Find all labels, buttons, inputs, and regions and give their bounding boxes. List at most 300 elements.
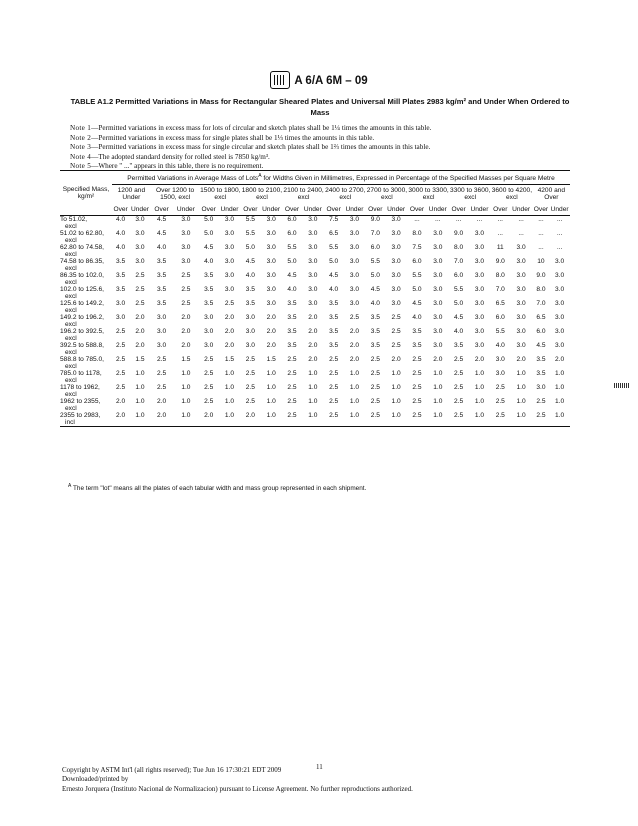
value-cell: 3.5 <box>156 300 167 308</box>
value-cell: 1.0 <box>349 412 360 420</box>
value-cell: 2.5 <box>370 384 380 392</box>
value-cell: 5.0 <box>329 258 339 266</box>
value-cell: 3.0 <box>516 328 526 336</box>
value-cell: 1.0 <box>349 370 360 378</box>
value-cell: 2.0 <box>349 356 360 364</box>
value-cell: 2.0 <box>266 342 276 350</box>
value-cell: 1.0 <box>135 370 145 378</box>
value-cell: 9.0 <box>370 216 380 224</box>
value-cell: 2.5 <box>116 356 126 364</box>
value-cell: 1.0 <box>266 370 276 378</box>
value-cell: 2.5 <box>454 412 464 420</box>
page-number: 11 <box>316 763 323 771</box>
value-cell: ... <box>414 216 420 224</box>
value-cell: 2.0 <box>433 356 443 364</box>
value-cell: 3.0 <box>433 314 443 322</box>
value-cell: 3.0 <box>135 230 145 238</box>
value-cell: 2.0 <box>135 342 145 350</box>
value-cell: 3.0 <box>156 314 167 322</box>
value-cell: 3.5 <box>156 272 167 280</box>
value-cell: 2.0 <box>555 356 565 364</box>
value-cell: 4.5 <box>329 272 339 280</box>
value-cell: 6.0 <box>495 314 505 322</box>
table-row <box>60 258 570 272</box>
value-cell: 3.0 <box>224 258 235 266</box>
value-cell: 2.0 <box>308 356 318 364</box>
table-row <box>60 216 570 231</box>
width-range-header: 1200 and Under <box>117 187 146 202</box>
mass-range-cell: 1962 to 2355, excl <box>60 398 101 413</box>
value-cell: 2.0 <box>266 314 276 322</box>
value-cell: ... <box>497 216 504 224</box>
value-cell: 3.0 <box>135 244 145 252</box>
mass-range-cell: 392.5 to 588.8, excl <box>60 342 104 357</box>
value-cell: 2.5 <box>412 356 422 364</box>
value-cell: 3.0 <box>308 244 318 252</box>
value-cell: 2.5 <box>454 384 464 392</box>
mass-range-cell: 2355 to 2983, incl <box>60 412 101 427</box>
value-cell: 3.0 <box>349 244 360 252</box>
value-cell: 1.0 <box>433 384 443 392</box>
width-range-header: 3600 to 4200, excl <box>491 187 533 202</box>
value-cell: 4.0 <box>287 286 297 294</box>
value-cell: 3.5 <box>116 286 126 294</box>
value-cell: 2.5 <box>245 384 255 392</box>
value-cell: 1.0 <box>433 398 443 406</box>
value-cell: 3.5 <box>156 258 167 266</box>
note-1: Note 1—Permitted variations in excess mass for lots of circular and sketch plates shall be 1¼ times the amounts in this table. <box>70 124 432 132</box>
value-cell: 2.5 <box>391 314 401 322</box>
value-cell: 2.5 <box>454 370 464 378</box>
width-range-header: 3300 to 3600, excl <box>450 187 491 202</box>
value-cell: 4.5 <box>287 272 297 280</box>
value-cell: 2.5 <box>391 342 401 350</box>
value-cell: 2.5 <box>536 398 546 406</box>
value-cell: ... <box>538 216 544 224</box>
value-cell: 2.5 <box>204 398 214 406</box>
value-cell: 3.0 <box>555 314 565 322</box>
value-cell: 2.5 <box>135 272 145 280</box>
table-row <box>60 244 570 258</box>
over-subheader: Over <box>112 203 129 216</box>
value-cell: 7.0 <box>495 286 505 294</box>
value-cell: 2.5 <box>370 370 380 378</box>
value-cell: 1.0 <box>135 384 145 392</box>
value-cell: 3.0 <box>391 300 401 308</box>
value-cell: 4.0 <box>204 258 214 266</box>
value-cell: 1.0 <box>349 384 360 392</box>
value-cell: 3.0 <box>516 258 526 266</box>
value-cell: 3.0 <box>474 342 485 350</box>
value-cell: 5.0 <box>204 216 214 224</box>
mass-range-cell: 51.02 to 62.80, excl <box>60 230 104 245</box>
value-cell: 3.0 <box>516 314 526 322</box>
value-cell: 1.0 <box>391 412 401 420</box>
width-range-header: 1800 to 2100, excl <box>241 187 283 202</box>
value-cell: 5.5 <box>245 216 255 224</box>
value-cell: 2.0 <box>308 328 318 336</box>
value-cell: 3.0 <box>516 272 526 280</box>
value-cell: 3.0 <box>555 342 565 350</box>
under-subheader: Under <box>468 203 491 216</box>
value-cell: 3.0 <box>224 216 235 224</box>
width-range-header: Over 1200 to 1500, excl <box>156 187 195 202</box>
over-subheader: Over <box>449 203 467 216</box>
value-cell: 3.0 <box>135 216 145 224</box>
value-cell: 3.0 <box>135 258 145 266</box>
value-cell: 4.5 <box>204 244 214 252</box>
value-cell: 5.5 <box>412 272 422 280</box>
value-cell: 2.5 <box>156 370 167 378</box>
table-row <box>60 328 570 342</box>
over-subheader: Over <box>408 203 426 216</box>
value-cell: 1.0 <box>266 384 276 392</box>
note-3: Note 3—Permitted variations in excess mass for single circular and sketch plates shall be 1⅔ times the amounts in this table. <box>70 143 431 152</box>
value-cell: 2.0 <box>181 342 191 350</box>
value-cell: 2.5 <box>412 398 422 406</box>
value-cell: 2.0 <box>135 314 145 322</box>
over-subheader: Over <box>199 203 217 216</box>
mass-range-cell: 74.58 to 86.35, excl <box>60 258 104 273</box>
value-cell: 1.5 <box>224 356 235 364</box>
under-subheader: Under <box>218 203 241 216</box>
note-4: Note 4—The adopted standard density for rolled steel is 7850 kg/m³. <box>70 152 270 161</box>
value-cell: 3.0 <box>308 272 318 280</box>
value-cell: 5.5 <box>287 244 297 252</box>
value-cell: 3.5 <box>156 286 167 294</box>
value-cell: 2.5 <box>116 342 126 350</box>
value-cell: 3.0 <box>349 258 360 266</box>
table-footnote: $^A$ The term "lot" means all the plates of each tabular width and mass group represented in each shipment. <box>68 483 367 493</box>
mass-range-cell: 1178 to 1962, excl <box>60 384 100 399</box>
value-cell: 3.0 <box>474 328 485 336</box>
value-cell: 8.0 <box>454 244 464 252</box>
table-row <box>60 398 570 412</box>
value-cell: 2.5 <box>287 356 297 364</box>
note-5: Note 5—Where " ..." appears in this table, there is no requirement. <box>70 162 264 171</box>
value-cell: 3.0 <box>474 286 485 294</box>
under-subheader: Under <box>343 203 366 216</box>
value-cell: 5.0 <box>370 272 380 280</box>
value-cell: 4.0 <box>156 244 167 252</box>
value-cell: 6.0 <box>536 328 546 336</box>
value-cell: 2.5 <box>412 370 422 378</box>
mass-range-cell: 62.80 to 74.58, excl <box>60 244 104 259</box>
astm-logo-icon <box>270 71 290 89</box>
value-cell: 3.0 <box>349 286 360 294</box>
value-cell: 2.0 <box>224 342 235 350</box>
value-cell: 1.0 <box>433 370 443 378</box>
value-cell: 1.0 <box>135 398 145 406</box>
value-cell: 6.0 <box>412 258 422 266</box>
width-range-header: 4200 and Over <box>537 187 566 202</box>
value-cell: 8.0 <box>412 230 422 238</box>
value-cell: 3.0 <box>433 328 443 336</box>
value-cell: 3.0 <box>266 216 276 224</box>
value-cell: 3.5 <box>536 370 546 378</box>
value-cell: 1.0 <box>224 384 235 392</box>
over-subheader: Over <box>283 203 301 216</box>
table-row <box>60 272 570 286</box>
value-cell: 1.0 <box>516 398 526 406</box>
value-cell: ... <box>556 244 563 252</box>
value-cell: 7.0 <box>536 300 546 308</box>
value-cell: 2.5 <box>329 398 339 406</box>
value-cell: 3.5 <box>116 272 126 280</box>
value-cell: 3.0 <box>474 300 485 308</box>
value-cell: 8.0 <box>495 272 505 280</box>
width-range-header: 2700 to 3000, excl <box>366 187 408 202</box>
value-cell: 6.5 <box>536 314 546 322</box>
value-cell: 2.5 <box>370 398 380 406</box>
value-cell: 4.0 <box>454 328 464 336</box>
value-cell: 2.0 <box>308 314 318 322</box>
value-cell: 2.5 <box>370 356 380 364</box>
value-cell: 3.0 <box>266 300 276 308</box>
value-cell: ... <box>497 230 504 238</box>
value-cell: 2.0 <box>135 328 145 336</box>
value-cell: 3.0 <box>156 328 167 336</box>
value-cell: 9.0 <box>454 230 464 238</box>
value-cell: ... <box>538 230 544 238</box>
under-subheader: Under <box>129 203 151 216</box>
value-cell: 3.0 <box>266 272 276 280</box>
value-cell: 3.0 <box>555 286 565 294</box>
value-cell: 1.0 <box>181 384 191 392</box>
value-cell: 2.0 <box>516 356 526 364</box>
value-cell: 2.5 <box>329 370 339 378</box>
value-cell: 3.0 <box>555 300 565 308</box>
value-cell: 1.0 <box>308 384 318 392</box>
value-cell: 3.5 <box>245 286 255 294</box>
value-cell: 3.5 <box>245 300 255 308</box>
value-cell: 3.0 <box>474 258 485 266</box>
value-cell: 2.5 <box>245 356 255 364</box>
value-cell: 5.0 <box>287 258 297 266</box>
value-cell: 3.0 <box>349 300 360 308</box>
value-cell: 1.0 <box>266 412 276 420</box>
width-range-header: 2400 to 2700, excl <box>325 187 366 202</box>
table-row <box>60 370 570 384</box>
value-cell: 2.5 <box>156 384 167 392</box>
value-cell: 1.0 <box>474 384 485 392</box>
under-subheader: Under <box>260 203 283 216</box>
value-cell: 5.5 <box>495 328 505 336</box>
value-cell: 1.5 <box>135 356 145 364</box>
value-cell: 1.0 <box>181 370 191 378</box>
value-cell: 5.5 <box>370 258 380 266</box>
value-cell: 1.0 <box>266 398 276 406</box>
copyright-block <box>62 766 413 794</box>
value-cell: 5.0 <box>245 244 255 252</box>
mass-range-cell: 785.0 to 1178, excl <box>60 370 102 385</box>
value-cell: 3.5 <box>204 272 214 280</box>
value-cell: 4.0 <box>412 314 422 322</box>
value-cell: 2.5 <box>391 328 401 336</box>
over-subheader: Over <box>151 203 173 216</box>
value-cell: ... <box>518 230 524 238</box>
mass-variation-table <box>60 170 570 427</box>
license-line: Ernesto Jorquera (Instituto Nacional de Normalizacion) pursuant to License Agreement. No further reproductions authorized. <box>62 784 413 793</box>
over-subheader: Over <box>241 203 259 216</box>
value-cell: 3.0 <box>266 244 276 252</box>
table-caption: Permitted Variations in Average Mass of Lots$^A$ for Widths Given in Millimetres, Expressed in Percentage of the Specified Masses per Square Metre <box>112 171 570 185</box>
value-cell: 2.5 <box>370 412 380 420</box>
value-cell: 3.0 <box>156 342 167 350</box>
value-cell: 2.5 <box>495 412 505 420</box>
value-cell: 3.0 <box>516 342 526 350</box>
value-cell: 3.0 <box>308 230 318 238</box>
value-cell: 2.0 <box>181 328 191 336</box>
value-cell: 3.5 <box>204 300 214 308</box>
value-cell: 3.0 <box>224 272 235 280</box>
value-cell: 10 <box>537 258 545 266</box>
value-cell: 4.0 <box>329 286 339 294</box>
value-cell: 6.0 <box>454 272 464 280</box>
value-cell: 2.5 <box>349 314 360 322</box>
value-cell: ... <box>538 244 544 252</box>
value-cell: 2.0 <box>204 412 214 420</box>
under-subheader: Under <box>385 203 408 216</box>
value-cell: 4.5 <box>412 300 422 308</box>
value-cell: ... <box>556 230 563 238</box>
value-cell: 4.5 <box>245 258 255 266</box>
value-cell: 3.0 <box>116 300 126 308</box>
under-subheader: Under <box>301 203 324 216</box>
notes-block <box>70 124 570 172</box>
mass-range-cell: 588.8 to 785.0, excl <box>60 356 104 371</box>
value-cell: 3.0 <box>495 370 505 378</box>
value-cell: 8.0 <box>536 286 546 294</box>
value-cell: 3.0 <box>204 342 214 350</box>
value-cell: 7.5 <box>412 244 422 252</box>
value-cell: 3.0 <box>266 286 276 294</box>
mass-range-cell: To 51.02, excl <box>60 216 88 231</box>
value-cell: 3.5 <box>536 356 546 364</box>
value-cell: 1.0 <box>391 370 401 378</box>
specified-mass-header: Specified Mass, kg/m² <box>60 171 112 216</box>
value-cell: 3.0 <box>391 244 401 252</box>
value-cell: 3.5 <box>329 314 339 322</box>
value-cell: 2.5 <box>204 370 214 378</box>
value-cell: 3.0 <box>308 216 318 224</box>
value-cell: 3.5 <box>329 328 339 336</box>
value-cell: 1.0 <box>135 412 145 420</box>
table-row <box>60 342 570 356</box>
value-cell: 1.0 <box>391 398 401 406</box>
value-cell: 3.0 <box>433 300 443 308</box>
value-cell: 2.5 <box>412 412 422 420</box>
value-cell: 2.5 <box>287 370 297 378</box>
value-cell: 3.5 <box>329 342 339 350</box>
mass-range-cell: 196.2 to 392.5, excl <box>60 328 104 343</box>
margin-mark <box>614 383 630 388</box>
value-cell: 3.0 <box>181 244 191 252</box>
value-cell: 1.0 <box>224 370 235 378</box>
value-cell: 1.0 <box>181 412 191 420</box>
value-cell: 3.5 <box>329 300 339 308</box>
value-cell: 3.0 <box>181 216 191 224</box>
value-cell: 9.0 <box>536 272 546 280</box>
value-cell: 4.0 <box>245 272 255 280</box>
under-subheader: Under <box>426 203 449 216</box>
table-row <box>60 300 570 314</box>
value-cell: 1.0 <box>516 370 526 378</box>
value-cell: 1.0 <box>516 412 526 420</box>
table-title: TABLE A1.2 Permitted Variations in Mass for Rectangular Sheared Plates and Universal Mill Plates 2983 kg/m² and Under When Ordered to Mass <box>70 97 570 117</box>
value-cell: 3.0 <box>308 286 318 294</box>
value-cell: ... <box>435 216 441 224</box>
value-cell: 1.0 <box>308 412 318 420</box>
value-cell: 6.0 <box>287 230 297 238</box>
value-cell: 1.5 <box>266 356 276 364</box>
value-cell: 1.0 <box>474 412 485 420</box>
value-cell: 3.0 <box>204 328 214 336</box>
value-cell: 3.0 <box>245 342 255 350</box>
value-cell: 2.5 <box>156 356 167 364</box>
value-cell: ... <box>518 216 524 224</box>
over-subheader: Over <box>491 203 509 216</box>
value-cell: 1.0 <box>181 398 191 406</box>
value-cell: 3.0 <box>433 244 443 252</box>
value-cell: 2.0 <box>181 314 191 322</box>
value-cell: 3.0 <box>391 258 401 266</box>
value-cell: 3.5 <box>287 342 297 350</box>
value-cell: 2.5 <box>224 300 235 308</box>
value-cell: 2.5 <box>329 356 339 364</box>
value-cell: 2.5 <box>116 384 126 392</box>
value-cell: ... <box>455 216 462 224</box>
value-cell: 3.5 <box>370 314 380 322</box>
value-cell: 2.0 <box>349 328 360 336</box>
under-subheader: Under <box>549 203 570 216</box>
value-cell: 6.0 <box>287 216 297 224</box>
value-cell: 4.5 <box>370 286 380 294</box>
value-cell: 1.0 <box>474 370 485 378</box>
value-cell: 6.5 <box>495 300 505 308</box>
value-cell: 3.0 <box>308 300 318 308</box>
value-cell: 3.0 <box>266 258 276 266</box>
value-cell: 4.5 <box>536 342 546 350</box>
note-2: Note 2—Permitted variations in excess mass for single plates shall be 1⅓ times the amounts in this table. <box>70 133 375 142</box>
value-cell: 1.0 <box>349 398 360 406</box>
value-cell: 1.0 <box>555 370 565 378</box>
value-cell: 3.0 <box>349 230 360 238</box>
value-cell: 1.0 <box>308 370 318 378</box>
value-cell: 3.5 <box>370 328 380 336</box>
download-line: Downloaded/printed by <box>62 775 129 784</box>
mass-range-cell: 102.0 to 125.6, excl <box>60 286 104 301</box>
value-cell: 3.0 <box>433 286 443 294</box>
value-cell: 4.5 <box>156 216 167 224</box>
value-cell: 3.5 <box>412 342 422 350</box>
value-cell: 3.0 <box>391 230 401 238</box>
value-cell: 3.0 <box>516 300 526 308</box>
value-cell: 3.0 <box>224 244 235 252</box>
value-cell: 3.5 <box>116 258 126 266</box>
copyright-line: Copyright by ASTM Int'l (all rights reserved); Tue Jun 16 17:30:21 EDT 2009 <box>62 766 282 774</box>
value-cell: 2.5 <box>495 398 505 406</box>
value-cell: 5.0 <box>204 230 214 238</box>
value-cell: ... <box>556 216 563 224</box>
value-cell: 7.5 <box>329 216 339 224</box>
value-cell: 4.5 <box>156 230 167 238</box>
value-cell: 2.0 <box>156 398 167 406</box>
value-cell: 3.0 <box>555 258 565 266</box>
value-cell: 5.5 <box>245 230 255 238</box>
value-cell: 3.0 <box>433 258 443 266</box>
value-cell: 3.0 <box>555 272 565 280</box>
